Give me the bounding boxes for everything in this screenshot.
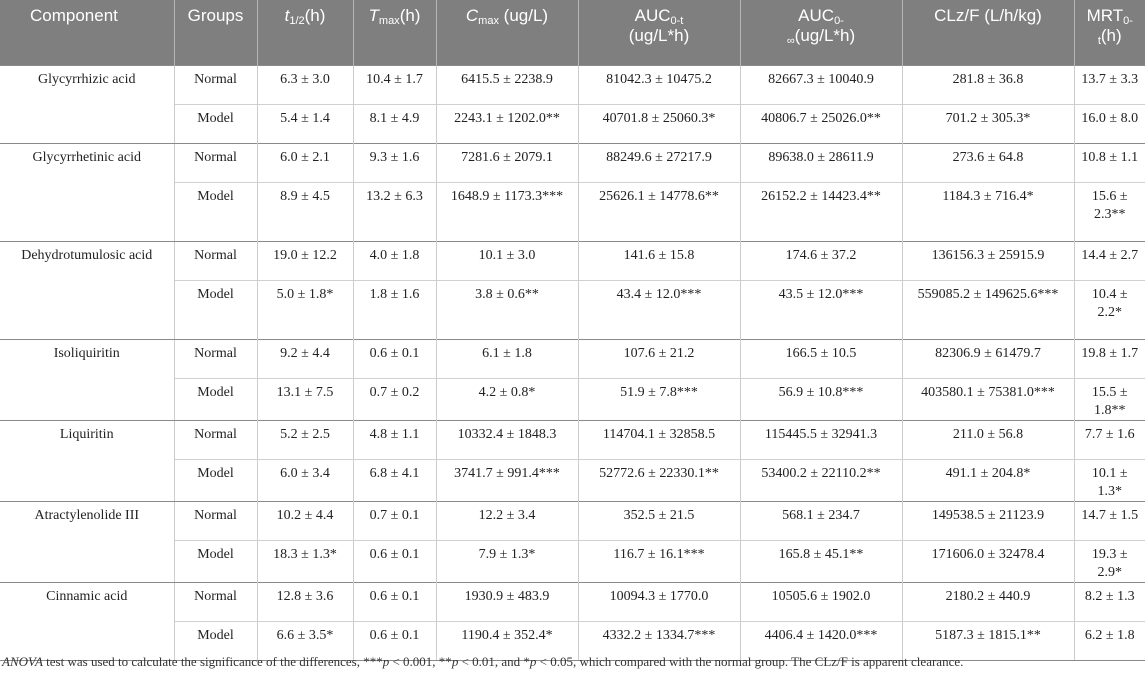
component-name-cell: Glycyrrhetinic acid (0, 143, 174, 241)
clz-cell: 149538.5 ± 21123.9 (902, 501, 1074, 540)
aucinf-cell: 174.6 ± 37.2 (740, 241, 902, 280)
thalf-cell: 6.0 ± 3.4 (257, 459, 353, 501)
aucinf-cell: 82667.3 ± 10040.9 (740, 65, 902, 104)
auct-cell: 51.9 ± 7.8*** (578, 378, 740, 420)
thalf-cell: 5.2 ± 2.5 (257, 420, 353, 459)
aucinf-cell: 53400.2 ± 22110.2** (740, 459, 902, 501)
tmax-cell: 6.8 ± 4.1 (353, 459, 436, 501)
aucinf-cell: 115445.5 ± 32941.3 (740, 420, 902, 459)
clz-cell: 211.0 ± 56.8 (902, 420, 1074, 459)
thalf-cell: 19.0 ± 12.2 (257, 241, 353, 280)
group-cell: Normal (174, 582, 257, 621)
header-row (0, 0, 1145, 65)
thalf-cell: 13.1 ± 7.5 (257, 378, 353, 420)
thalf-cell: 6.6 ± 3.5* (257, 621, 353, 660)
auct-cell: 43.4 ± 12.0*** (578, 280, 740, 339)
tmax-cell: 10.4 ± 1.7 (353, 65, 436, 104)
mrt-cell: 6.2 ± 1.8 (1074, 621, 1145, 660)
mrt-cell: 10.8 ± 1.1 (1074, 143, 1145, 182)
table-row (0, 241, 1145, 280)
clz-cell: 403580.1 ± 75381.0*** (902, 378, 1074, 420)
component-name-cell: Liquiritin (0, 420, 174, 501)
tmax-cell: 0.6 ± 0.1 (353, 621, 436, 660)
aucinf-cell: 4406.4 ± 1420.0*** (740, 621, 902, 660)
table-row (0, 501, 1145, 540)
cmax-cell: 1648.9 ± 1173.3*** (436, 182, 578, 241)
mrt-cell: 15.6 ± 2.3** (1074, 182, 1145, 241)
aucinf-cell: 43.5 ± 12.0*** (740, 280, 902, 339)
auct-cell: 10094.3 ± 1770.0 (578, 582, 740, 621)
auct-cell: 81042.3 ± 10475.2 (578, 65, 740, 104)
group-cell: Normal (174, 241, 257, 280)
tmax-cell: 0.6 ± 0.1 (353, 339, 436, 378)
thalf-cell: 18.3 ± 1.3* (257, 540, 353, 582)
tmax-cell: 0.6 ± 0.1 (353, 582, 436, 621)
cmax-cell: 6.1 ± 1.8 (436, 339, 578, 378)
mrt-cell: 10.4 ± 2.2* (1074, 280, 1145, 339)
thalf-cell: 5.0 ± 1.8* (257, 280, 353, 339)
component-name-cell: Cinnamic acid (0, 582, 174, 660)
cmax-cell: 6415.5 ± 2238.9 (436, 65, 578, 104)
auct-cell: 114704.1 ± 32858.5 (578, 420, 740, 459)
table-row (0, 339, 1145, 378)
col-header-auc-0-t: $AUC_{0-t}$ (ug/L*h) (578, 0, 740, 65)
auct-cell: 88249.6 ± 27217.9 (578, 143, 740, 182)
col-header-mrt: $MRT_{0-}$ $_t$(h) (1074, 0, 1145, 65)
group-cell: Model (174, 459, 257, 501)
tmax-cell: 4.8 ± 1.1 (353, 420, 436, 459)
group-cell: Normal (174, 420, 257, 459)
cmax-cell: 1930.9 ± 483.9 (436, 582, 578, 621)
clz-cell: 273.6 ± 64.8 (902, 143, 1074, 182)
tmax-cell: 13.2 ± 6.3 (353, 182, 436, 241)
tmax-cell: 1.8 ± 1.6 (353, 280, 436, 339)
mrt-cell: 19.8 ± 1.7 (1074, 339, 1145, 378)
mrt-cell: 7.7 ± 1.6 (1074, 420, 1145, 459)
col-header-thalf: $t_{1/2}(h)$ (257, 0, 353, 65)
auct-cell: 25626.1 ± 14778.6** (578, 182, 740, 241)
tmax-cell: 9.3 ± 1.6 (353, 143, 436, 182)
mrt-cell: 14.4 ± 2.7 (1074, 241, 1145, 280)
aucinf-cell: 26152.2 ± 14423.4** (740, 182, 902, 241)
group-cell: Model (174, 540, 257, 582)
thalf-cell: 10.2 ± 4.4 (257, 501, 353, 540)
tmax-cell: 4.0 ± 1.8 (353, 241, 436, 280)
aucinf-cell: 165.8 ± 45.1** (740, 540, 902, 582)
mrt-cell: 16.0 ± 8.0 (1074, 104, 1145, 143)
group-cell: Normal (174, 501, 257, 540)
cmax-cell: 4.2 ± 0.8* (436, 378, 578, 420)
table-row (0, 420, 1145, 459)
clz-cell: 5187.3 ± 1815.1** (902, 621, 1074, 660)
cmax-cell: 1190.4 ± 352.4* (436, 621, 578, 660)
table-row (0, 143, 1145, 182)
group-cell: Model (174, 378, 257, 420)
cmax-cell: 7281.6 ± 2079.1 (436, 143, 578, 182)
thalf-cell: 8.9 ± 4.5 (257, 182, 353, 241)
aucinf-cell: 10505.6 ± 1902.0 (740, 582, 902, 621)
clz-cell: 491.1 ± 204.8* (902, 459, 1074, 501)
cmax-cell: 2243.1 ± 1202.0** (436, 104, 578, 143)
tmax-cell: 8.1 ± 4.9 (353, 104, 436, 143)
auct-cell: 352.5 ± 21.5 (578, 501, 740, 540)
col-header-clz: CLz/F (L/h/kg) (902, 0, 1074, 65)
col-header-auc-0-inf: $AUC_{0-}$ $_\infty$(ug/L*h) (740, 0, 902, 65)
footnote-test-name: ANOVA (2, 654, 43, 669)
col-header-cmax: $C_{max}$ (ug/L) (436, 0, 578, 65)
mrt-cell: 10.1 ± 1.3* (1074, 459, 1145, 501)
mrt-cell: 8.2 ± 1.3 (1074, 582, 1145, 621)
clz-cell: 281.8 ± 36.8 (902, 65, 1074, 104)
component-name-cell: Isoliquiritin (0, 339, 174, 420)
clz-cell: 2180.2 ± 440.9 (902, 582, 1074, 621)
clz-cell: 82306.9 ± 61479.7 (902, 339, 1074, 378)
auct-cell: 4332.2 ± 1334.7*** (578, 621, 740, 660)
cmax-cell: 3741.7 ± 991.4*** (436, 459, 578, 501)
group-cell: Normal (174, 143, 257, 182)
component-name-cell: Dehydrotumulosic acid (0, 241, 174, 339)
mrt-cell: 13.7 ± 3.3 (1074, 65, 1145, 104)
clz-cell: 136156.3 ± 25915.9 (902, 241, 1074, 280)
table-footnote: ANOVA test was used to calculate the significance of the differences, ***p < 0.001, **p < 0.01, and *p < 0.05, which compared with the normal group. The CLz/F is apparent clearance. (2, 654, 964, 669)
table-body (0, 65, 1145, 660)
group-cell: Model (174, 182, 257, 241)
aucinf-cell: 40806.7 ± 25026.0** (740, 104, 902, 143)
aucinf-cell: 166.5 ± 10.5 (740, 339, 902, 378)
table-row (0, 65, 1145, 104)
cmax-cell: 7.9 ± 1.3* (436, 540, 578, 582)
group-cell: Model (174, 621, 257, 660)
mrt-cell: 15.5 ± 1.8** (1074, 378, 1145, 420)
group-cell: Model (174, 280, 257, 339)
col-header-groups: Groups (174, 0, 257, 65)
clz-cell: 559085.2 ± 149625.6*** (902, 280, 1074, 339)
tmax-cell: 0.7 ± 0.1 (353, 501, 436, 540)
thalf-cell: 12.8 ± 3.6 (257, 582, 353, 621)
aucinf-cell: 56.9 ± 10.8*** (740, 378, 902, 420)
thalf-cell: 5.4 ± 1.4 (257, 104, 353, 143)
cmax-cell: 10332.4 ± 1848.3 (436, 420, 578, 459)
col-header-component: Component (0, 0, 174, 65)
thalf-cell: 9.2 ± 4.4 (257, 339, 353, 378)
auct-cell: 107.6 ± 21.2 (578, 339, 740, 378)
auct-cell: 40701.8 ± 25060.3* (578, 104, 740, 143)
aucinf-cell: 89638.0 ± 28611.9 (740, 143, 902, 182)
table-row (0, 582, 1145, 621)
tmax-cell: 0.7 ± 0.2 (353, 378, 436, 420)
component-name-cell: Glycyrrhizic acid (0, 65, 174, 143)
thalf-cell: 6.3 ± 3.0 (257, 65, 353, 104)
cmax-cell: 10.1 ± 3.0 (436, 241, 578, 280)
auct-cell: 52772.6 ± 22330.1** (578, 459, 740, 501)
cmax-cell: 12.2 ± 3.4 (436, 501, 578, 540)
cmax-cell: 3.8 ± 0.6** (436, 280, 578, 339)
clz-cell: 701.2 ± 305.3* (902, 104, 1074, 143)
thalf-cell: 6.0 ± 2.1 (257, 143, 353, 182)
tmax-cell: 0.6 ± 0.1 (353, 540, 436, 582)
mrt-cell: 14.7 ± 1.5 (1074, 501, 1145, 540)
auct-cell: 116.7 ± 16.1*** (578, 540, 740, 582)
mrt-cell: 19.3 ± 2.9* (1074, 540, 1145, 582)
auct-cell: 141.6 ± 15.8 (578, 241, 740, 280)
component-name-cell: Atractylenolide III (0, 501, 174, 582)
clz-cell: 1184.3 ± 716.4* (902, 182, 1074, 241)
col-header-tmax: $T_{max}(h)$ (353, 0, 436, 65)
group-cell: Normal (174, 65, 257, 104)
group-cell: Model (174, 104, 257, 143)
clz-cell: 171606.0 ± 32478.4 (902, 540, 1074, 582)
group-cell: Normal (174, 339, 257, 378)
aucinf-cell: 568.1 ± 234.7 (740, 501, 902, 540)
